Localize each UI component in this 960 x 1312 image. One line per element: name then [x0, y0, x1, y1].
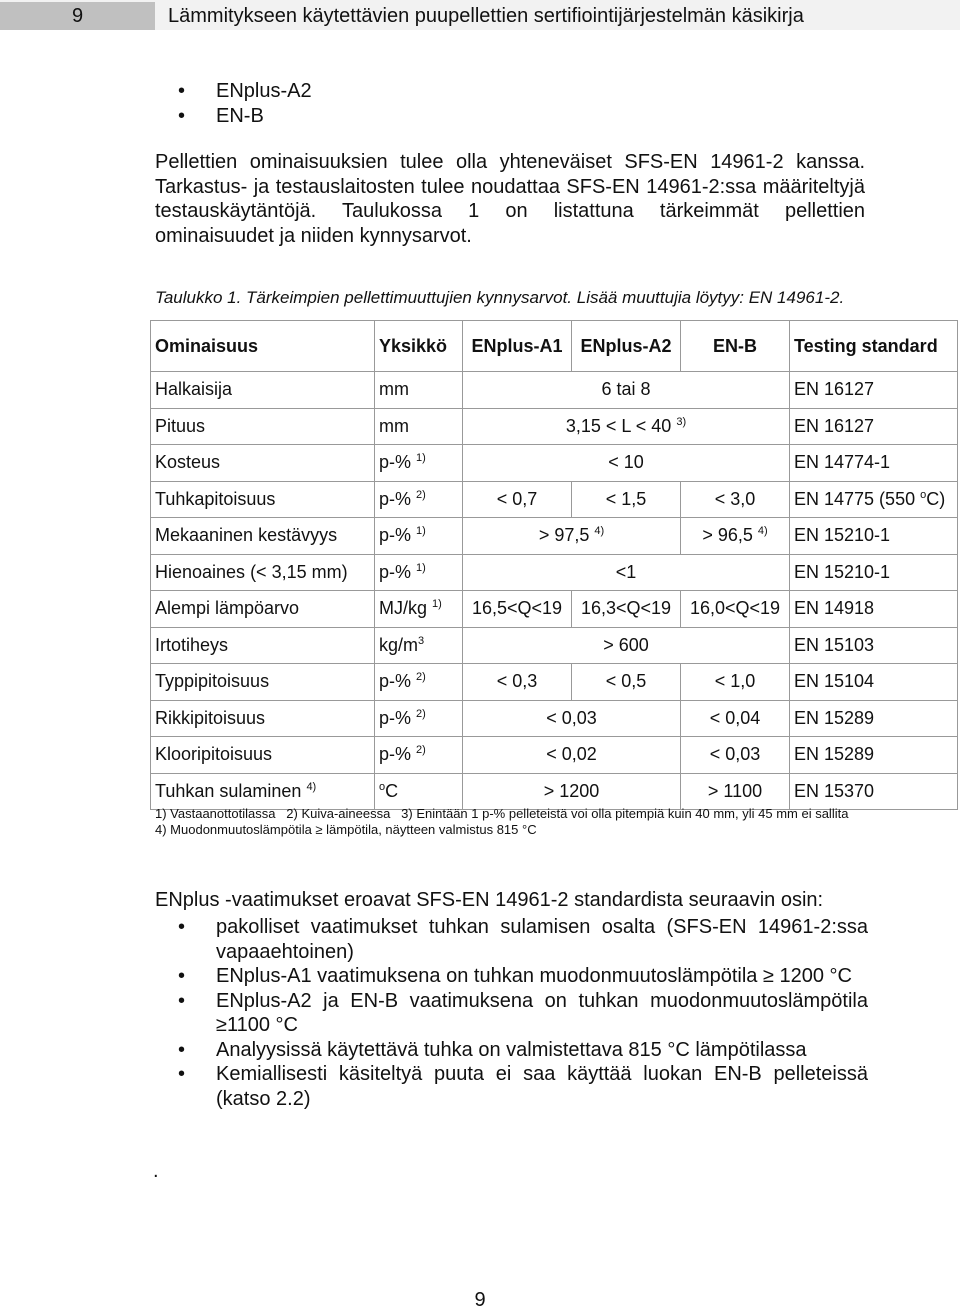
list-item: • Kemiallisesti käsiteltyä puuta ei saa käyttää luokan EN-B pelleteissä (katso 2.2): [178, 1062, 868, 1111]
value-cell-a1-a2: > 1200: [463, 773, 681, 810]
unit-text: p-%: [379, 452, 412, 473]
value-cell-a1: < 0,3: [463, 664, 572, 701]
table-row: [151, 737, 958, 774]
property-cell: [151, 773, 375, 810]
value-text: > 96,5: [702, 525, 753, 546]
value-cell-b: 16,0<Q<19: [681, 591, 790, 628]
properties-table: [150, 320, 958, 810]
property-cell: Rikkipitoisuus: [151, 700, 375, 737]
unit-cell: [375, 700, 463, 737]
standard-cell: EN 15370: [790, 773, 958, 810]
footnote-marker: 2): [416, 671, 426, 684]
value-cell-a1-a2: < 0,02: [463, 737, 681, 774]
property-cell: Pituus: [151, 408, 375, 445]
unit-text: C: [385, 780, 399, 801]
paragraph-text: Pellettien ominaisuuksien tulee olla yhteneväiset SFS-EN 14961-2 kanssa. Tarkastus- ja testauslaitosten tulee noudattaa SFS-EN 14961-2:ssa määriteltyjä testauskäytäntöjä. Taulukossa 1 on listattuna tärkeimmät: [155, 151, 865, 222]
list-item: • ENplus-A2 ja EN-B vaatimuksena on tuhkan muodonmuutoslämpötila ≥1100 °C: [178, 989, 868, 1038]
unit-cell: [375, 445, 463, 482]
unit-text: p-%: [379, 561, 412, 582]
footnote-marker: 2): [416, 744, 426, 757]
unit-cell: [375, 627, 463, 664]
value-cell-b: [681, 518, 790, 555]
standard-cell: EN 15289: [790, 700, 958, 737]
value-cell-b: < 1,0: [681, 664, 790, 701]
list-item: • EN-B: [178, 104, 312, 129]
footnote-marker: 4): [306, 780, 317, 793]
value-cell: [463, 408, 790, 445]
column-header: ENplus-A2: [572, 321, 681, 372]
column-header: ENplus-A1: [463, 321, 572, 372]
standard-cell: EN 14918: [790, 591, 958, 628]
footnote-marker: 4): [757, 525, 768, 538]
unit-cell: mm: [375, 372, 463, 409]
exponent-marker: 3: [418, 634, 425, 647]
standard-cell: EN 15210-1: [790, 518, 958, 555]
footnote-marker: 1): [432, 598, 442, 611]
unit-cell: [375, 481, 463, 518]
value-cell-a2: 16,3<Q<19: [572, 591, 681, 628]
standard-cell: EN 15210-1: [790, 554, 958, 591]
value-text: > 97,5: [538, 525, 590, 546]
table-row: [151, 554, 958, 591]
footnote-line: 4) Muodonmuutoslämpötila ≥ lämpötila, näytteen valmistus 815 °C: [155, 822, 537, 837]
unit-text: kg/m: [379, 634, 419, 655]
footnote-marker: 1): [416, 452, 426, 465]
value-cell: > 600: [463, 627, 790, 664]
property-cell: Klooripitoisuus: [151, 737, 375, 774]
table-caption: Taulukko 1. Tärkeimpien pellettimuuttujien kynnysarvot. Lisää muuttujia löytyy: EN 14961-2.: [155, 288, 845, 307]
unit-text: p-%: [379, 671, 412, 692]
unit-cell: [375, 518, 463, 555]
standard-cell: EN 15289: [790, 737, 958, 774]
value-cell-b: < 3,0: [681, 481, 790, 518]
value-cell-b: < 0,03: [681, 737, 790, 774]
table-footnotes: [155, 806, 848, 838]
property-cell: Alempi lämpöarvo: [151, 591, 375, 628]
column-header: Ominaisuus: [151, 321, 375, 372]
degree-marker: o: [379, 780, 386, 793]
column-header: Testing standard: [790, 321, 958, 372]
footnote-marker: 4): [594, 525, 605, 538]
value-cell-a1: 16,5<Q<19: [463, 591, 572, 628]
value-cell-b: < 0,04: [681, 700, 790, 737]
footnote-line: 1) Vastaanottotilassa 2) Kuiva-aineessa 3) Enintään 1 p-% pelleteistä voi olla pitempiä kuin 40 mm, yli 45 mm ei sallita: [155, 806, 849, 821]
unit-text: p-%: [379, 707, 412, 728]
page-header: [0, 0, 960, 30]
property-cell: Tuhkapitoisuus: [151, 481, 375, 518]
column-header: Yksikkö: [375, 321, 463, 372]
footnote-marker: 1): [416, 525, 426, 538]
standard-cell: EN 15104: [790, 664, 958, 701]
column-header: EN-B: [681, 321, 790, 372]
footnote-marker: 1): [416, 561, 426, 574]
paragraph-text-end: pellettien ominaisuudet ja niiden kynnysarvot.: [155, 200, 866, 247]
standard-cell: EN 15103: [790, 627, 958, 664]
table-row: [151, 664, 958, 701]
table-row: [151, 627, 958, 664]
footnote-marker: 2): [416, 707, 426, 720]
unit-cell: [375, 773, 463, 810]
unit-cell: [375, 554, 463, 591]
list-item: • pakolliset vaatimukset tuhkan sulamisen osalta (SFS-EN 14961-2:ssa vapaaehtoinen): [178, 915, 868, 964]
body-paragraph: [155, 150, 865, 248]
property-text: Tuhkan sulaminen: [155, 780, 302, 801]
list-item: • Analyysissä käytettävä tuhka on valmistettava 815 °C lämpötilassa: [178, 1038, 868, 1063]
value-cell-a2: < 1,5: [572, 481, 681, 518]
unit-cell: [375, 737, 463, 774]
standard-text: EN 14775 (550: [794, 488, 921, 509]
value-text: 3,15 < L < 40: [565, 415, 672, 436]
list-item: • ENplus-A1 vaatimuksena on tuhkan muodonmuutoslämpötila ≥ 1200 °C: [178, 964, 868, 989]
table-row: [151, 591, 958, 628]
standard-cell: [790, 481, 958, 518]
unit-text: p-%: [379, 744, 412, 765]
unit-text: p-%: [379, 488, 412, 509]
enplus-intro: ENplus -vaatimukset eroavat SFS-EN 14961-2 standardista seuraavin osin:: [155, 889, 824, 911]
table-row: [151, 408, 958, 445]
unit-text: p-%: [379, 525, 412, 546]
standard-cell: EN 16127: [790, 408, 958, 445]
degree-marker: o: [920, 488, 927, 501]
standard-cell: EN 16127: [790, 372, 958, 409]
intro-bullet-list: [178, 79, 312, 128]
list-item: • ENplus-A2: [178, 79, 312, 104]
stray-mark: .: [153, 1160, 159, 1182]
footnote-marker: 3): [676, 415, 687, 428]
header-page-number: 9: [0, 2, 155, 30]
standard-cell: EN 14774-1: [790, 445, 958, 482]
table-row: [151, 773, 958, 810]
value-cell: < 10: [463, 445, 790, 482]
table-row: [151, 518, 958, 555]
property-cell: Typpipitoisuus: [151, 664, 375, 701]
unit-cell: [375, 664, 463, 701]
table-row: [151, 372, 958, 409]
table-row: [151, 481, 958, 518]
table-row: [151, 445, 958, 482]
value-cell-b: > 1100: [681, 773, 790, 810]
value-cell-a1: < 0,7: [463, 481, 572, 518]
property-cell: Irtotiheys: [151, 627, 375, 664]
table-row: [151, 700, 958, 737]
property-cell: Halkaisija: [151, 372, 375, 409]
header-title: Lämmitykseen käytettävien puupellettien sertifiointijärjestelmän käsikirja: [168, 5, 804, 27]
footnote-marker: 2): [416, 488, 426, 501]
value-cell: <1: [463, 554, 790, 591]
value-cell: 6 tai 8: [463, 372, 790, 409]
unit-cell: mm: [375, 408, 463, 445]
property-cell: Hienoaines (< 3,15 mm): [151, 554, 375, 591]
unit-cell: [375, 591, 463, 628]
unit-text: MJ/kg: [379, 598, 428, 619]
standard-text-end: C): [926, 488, 946, 509]
value-cell-a2: < 0,5: [572, 664, 681, 701]
enplus-requirements-list: [178, 915, 868, 1111]
property-cell: Kosteus: [151, 445, 375, 482]
table-header-row: [151, 321, 958, 372]
value-cell-a1-a2: [463, 518, 681, 555]
value-cell-a1-a2: < 0,03: [463, 700, 681, 737]
footer-page-number: 9: [474, 1289, 486, 1311]
property-cell: Mekaaninen kestävyys: [151, 518, 375, 555]
